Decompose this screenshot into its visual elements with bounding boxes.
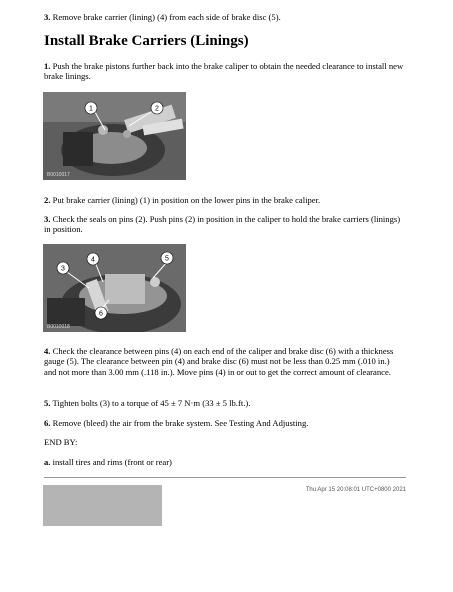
step-2 xyxy=(44,195,404,205)
footer-placeholder-box xyxy=(43,485,162,526)
figure-tag: B0010017 xyxy=(47,172,70,178)
step-number: 3. xyxy=(44,214,51,224)
footer-divider xyxy=(44,477,406,478)
step-text: Check the clearance between pins (4) on each end of the caliper and brake disc (6) with a thickness gauge (5). The clearance between pin (4) and brake disc (6) must not be less than 0.25 mm (.010 in.) and not more than 3.00 mm (.118 in.). Move pins (4) in or out to get the correct amount of clearance. xyxy=(44,346,394,377)
item-letter: a. xyxy=(44,457,51,467)
step-text: Tighten bolts (3) to a torque of 45 ± 7 N·m (33 ± 5 lb.ft.). xyxy=(50,398,251,408)
step-number: 4. xyxy=(44,346,51,356)
step-text: Push the brake pistons further back into the brake caliper to obtain the needed clearance to install new brake linings. xyxy=(44,61,404,82)
step-remove-carrier xyxy=(44,12,404,22)
step-text: Remove brake carrier (lining) (4) from each side of brake disc (5). xyxy=(50,12,281,22)
figure-pin-clearance-photo xyxy=(43,244,186,332)
step-text: Check the seals on pins (2). Push pins (2) in position in the caliper to hold the brake carriers (linings) in position. xyxy=(44,214,401,235)
figure-brake-pistons-photo xyxy=(43,92,186,180)
step-4 xyxy=(44,346,404,377)
step-number: 6. xyxy=(44,418,51,428)
end-by-label: END BY: xyxy=(44,437,78,447)
callout-4-label: 4 xyxy=(91,256,95,264)
end-by-item xyxy=(44,457,404,467)
step-number: 3. xyxy=(44,12,51,22)
item-text: install tires and rims (front or rear) xyxy=(50,457,172,467)
callout-3-label: 3 xyxy=(61,265,65,273)
step-text: Put brake carrier (lining) (1) in position on the lower pins in the brake caliper. xyxy=(50,195,321,205)
step-text: Remove (bleed) the air from the brake system. See Testing And Adjusting. xyxy=(50,418,309,428)
step-number: 1. xyxy=(44,61,51,71)
callout-2-label: 2 xyxy=(155,105,159,113)
photo-caliper-pins xyxy=(43,244,186,332)
step-3 xyxy=(44,214,404,235)
step-5 xyxy=(44,398,404,408)
callout-1-label: 1 xyxy=(89,105,93,113)
print-timestamp: Thu Apr 15 20:08:01 UTC+0800 2021 xyxy=(305,487,406,493)
figure-tag: B0010018 xyxy=(47,324,70,330)
callout-5-label: 5 xyxy=(165,255,169,263)
step-number: 2. xyxy=(44,195,51,205)
photo-brake-caliper xyxy=(43,92,186,180)
step-number: 5. xyxy=(44,398,51,408)
step-1 xyxy=(44,61,404,82)
callout-6-label: 6 xyxy=(99,310,103,318)
step-6 xyxy=(44,418,404,428)
section-title: Install Brake Carriers (Linings) xyxy=(44,33,249,49)
